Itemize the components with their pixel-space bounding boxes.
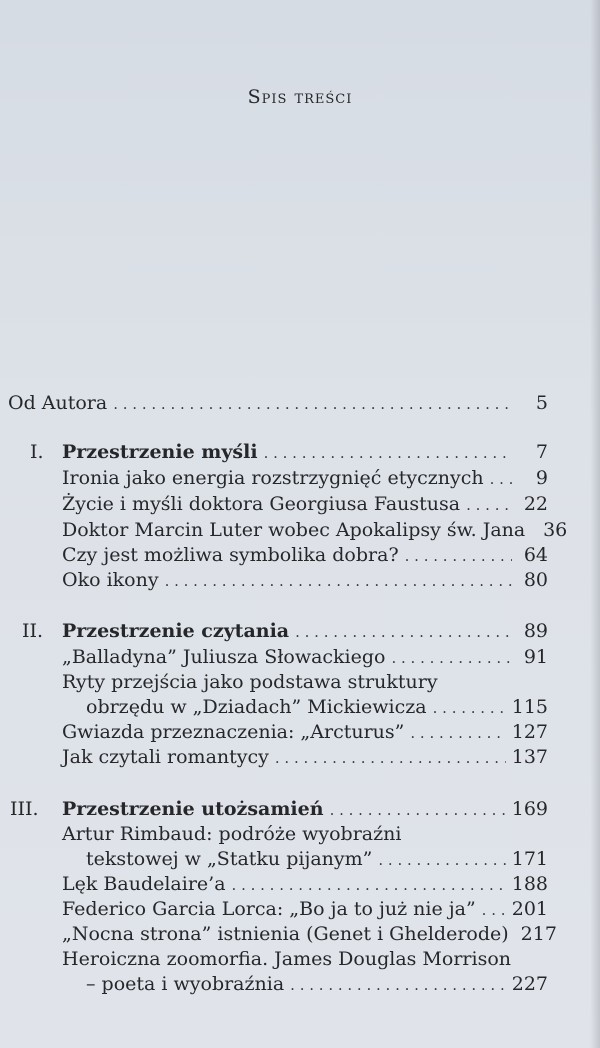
leader-dots [433,696,506,720]
leader-dots [490,467,512,491]
toc-label: obrzędu w „Dziadach” Mickiewicza [86,696,427,718]
toc-entry[interactable] [86,972,548,997]
toc-label: Federico Garcia Lorca: „Bo ja to już nie ja” [62,898,476,920]
toc-page-number: 80 [523,569,548,591]
page-edge-shadow [590,0,600,1048]
toc-entry[interactable] [62,645,548,670]
toc-page-number: 201 [511,898,548,920]
leader-dots [378,848,505,872]
toc-label: „Nocna strona” istnienia (Genet i Ghelderode) [62,923,509,945]
leader-dots [466,493,512,517]
toc-label: Doktor Marcin Luter wobec Apokalipsy św. Jana [62,519,526,541]
toc-entry[interactable] [62,745,548,770]
toc-page-number: 9 [535,467,548,489]
toc-entry[interactable] [62,568,548,593]
toc-page-number: 89 [523,620,548,642]
toc-page-number: 188 [511,873,548,895]
toc-label: Oko ikony [62,569,159,591]
toc-section-heading[interactable] [62,619,548,644]
toc-entry-first-line: Heroiczna zoomorfia. James Douglas Morrison [62,948,511,970]
toc-entry[interactable] [62,897,548,922]
toc-page-number: 127 [511,721,548,743]
toc-page-number: 7 [535,441,548,463]
toc-entry[interactable] [62,872,548,897]
leader-dots [165,569,512,593]
toc-page-number: 36 [543,519,568,541]
leader-dots [482,898,506,922]
toc-page-number: 22 [523,493,548,515]
toc-label: Przestrzenie myśli [62,441,258,463]
leader-dots [405,544,512,568]
toc-label: – poeta i wyobraźnia [86,973,285,995]
toc-label: Przestrzenie utożsamień [62,798,324,820]
toc-label: Od Autora [8,392,108,414]
toc-page-number: 137 [511,746,548,768]
toc-entry[interactable] [86,695,548,720]
toc-label: Lęk Baudelaire’a [62,873,226,895]
section-numeral: III. [10,798,39,820]
section-numeral: I. [30,441,44,463]
toc-page-number: 115 [511,696,548,718]
leader-dots [391,646,512,670]
toc-page-number: 5 [535,392,548,414]
toc-label: Ironia jako energia rozstrzygnięć etycznych [62,467,484,489]
toc-label: Przestrzenie czytania [62,620,290,642]
leader-dots [290,973,506,997]
toc-section-heading[interactable] [62,440,548,465]
leader-dots [113,392,512,416]
toc-entry[interactable] [62,466,548,491]
toc-label: tekstowej w „Statku pijanym” [86,848,373,870]
toc-label: Czy jest możliwa symbolika dobra? [62,544,399,566]
toc-entry[interactable] [62,922,557,947]
toc-section-heading[interactable] [62,797,548,822]
leader-dots [410,721,505,745]
leader-dots [295,620,512,644]
toc-entry[interactable] [62,720,548,745]
leader-dots [232,873,506,897]
leader-dots [275,746,506,770]
toc-label: „Balladyna” Juliusza Słowackiego [62,646,386,668]
toc-page-number: 91 [523,646,548,668]
toc-entry[interactable] [62,543,548,568]
page-title: Spis treści [247,86,353,108]
toc-page-number: 169 [511,798,548,820]
toc-label: Gwiazda przeznaczenia: „Arcturus” [62,721,405,743]
toc-page-number: 171 [511,848,548,870]
toc-page-number: 64 [523,544,548,566]
toc-label: Życie i myśli doktora Georgiusa Faustusa [62,493,461,515]
leader-dots [330,798,506,822]
section-numeral: II. [22,620,44,642]
toc-label: Jak czytali romantycy [62,746,269,768]
toc-row-intro[interactable] [8,391,548,416]
toc-entry-first-line: Artur Rimbaud: podróże wyobraźni [62,823,402,845]
toc-entry[interactable] [62,492,548,517]
toc-entry-first-line: Ryty przejścia jako podstawa struktury [62,671,438,693]
toc-entry[interactable] [62,518,568,543]
toc-page-number: 227 [511,973,548,995]
toc-page-number: 217 [520,923,557,945]
toc-entry[interactable] [86,847,548,872]
leader-dots [264,441,512,465]
